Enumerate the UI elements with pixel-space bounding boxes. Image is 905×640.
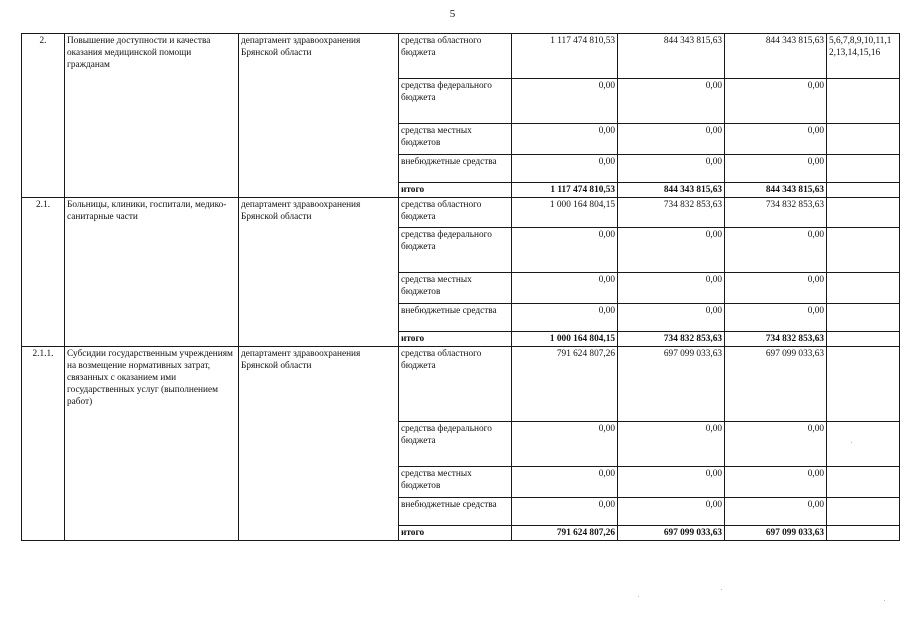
item-name: Больницы, клиники, госпитали, медико-санитарные части	[65, 198, 239, 347]
amount-col-2: 734 832 853,63	[618, 332, 725, 347]
funding-source: средства областного бюджета	[399, 198, 512, 228]
funding-source: итого	[399, 526, 512, 541]
amount-col-3: 0,00	[725, 422, 827, 467]
amount-col-3: 0,00	[725, 304, 827, 332]
indicator-refs	[827, 273, 900, 304]
amount-col-3: 844 343 815,63	[725, 34, 827, 79]
funding-source: средства федерального бюджета	[399, 228, 512, 273]
amount-col-1: 791 624 807,26	[512, 347, 618, 422]
indicator-refs	[827, 124, 900, 155]
amount-col-2: 0,00	[618, 467, 725, 498]
amount-col-2: 0,00	[618, 273, 725, 304]
funding-source: внебюджетные средства	[399, 155, 512, 183]
item-name: Повышение доступности и качества оказания медицинской помощи гражданам	[65, 34, 239, 198]
funding-source: итого	[399, 332, 512, 347]
indicator-refs	[827, 183, 900, 198]
funding-row	[22, 34, 900, 79]
amount-col-1: 0,00	[512, 79, 618, 124]
amount-col-2: 0,00	[618, 304, 725, 332]
amount-col-3: 0,00	[725, 79, 827, 124]
amount-col-3: 0,00	[725, 124, 827, 155]
amount-col-2: 0,00	[618, 498, 725, 526]
amount-col-2: 0,00	[618, 124, 725, 155]
amount-col-2: 697 099 033,63	[618, 526, 725, 541]
amount-col-1: 1 000 164 804,15	[512, 198, 618, 228]
amount-col-1: 0,00	[512, 467, 618, 498]
page-number: 5	[449, 8, 456, 20]
funding-source: средства федерального бюджета	[399, 422, 512, 467]
funding-row	[22, 198, 900, 228]
amount-col-3: 734 832 853,63	[725, 332, 827, 347]
amount-col-3: 0,00	[725, 467, 827, 498]
amount-col-3: 0,00	[725, 155, 827, 183]
item-executor: департамент здравоохранения Брянской области	[239, 198, 399, 347]
amount-col-2: 0,00	[618, 422, 725, 467]
indicator-refs	[827, 347, 900, 422]
amount-col-1: 0,00	[512, 124, 618, 155]
indicator-refs	[827, 79, 900, 124]
indicator-refs	[827, 332, 900, 347]
amount-col-3: 697 099 033,63	[725, 347, 827, 422]
scan-speck	[851, 442, 852, 443]
budget-table	[21, 33, 900, 541]
amount-col-3: 697 099 033,63	[725, 526, 827, 541]
funding-source: внебюджетные средства	[399, 304, 512, 332]
funding-source: средства федерального бюджета	[399, 79, 512, 124]
amount-col-2: 0,00	[618, 79, 725, 124]
item-name: Субсидии государственным учреждениям на возмещение нормативных затрат, связанных с оказанием ими государственных услуг (выполнением работ)	[65, 347, 239, 541]
scan-speck	[721, 589, 722, 590]
indicator-refs	[827, 304, 900, 332]
amount-col-1: 1 117 474 810,53	[512, 34, 618, 79]
funding-source: средства местных бюджетов	[399, 467, 512, 498]
item-executor: департамент здравоохранения Брянской области	[239, 347, 399, 541]
funding-source: средства местных бюджетов	[399, 124, 512, 155]
amount-col-1: 0,00	[512, 228, 618, 273]
amount-col-1: 0,00	[512, 498, 618, 526]
funding-source: средства областного бюджета	[399, 347, 512, 422]
indicator-refs: 5,6,7,8,9,10,11,12,13,14,15,16	[827, 34, 900, 79]
amount-col-2: 0,00	[618, 228, 725, 273]
item-number: 2.1.	[22, 198, 65, 347]
indicator-refs	[827, 526, 900, 541]
funding-source: внебюджетные средства	[399, 498, 512, 526]
amount-col-2: 697 099 033,63	[618, 347, 725, 422]
amount-col-1: 1 117 474 810,53	[512, 183, 618, 198]
amount-col-1: 0,00	[512, 304, 618, 332]
amount-col-1: 0,00	[512, 155, 618, 183]
amount-col-3: 0,00	[725, 228, 827, 273]
amount-col-3: 0,00	[725, 498, 827, 526]
indicator-refs	[827, 155, 900, 183]
amount-col-2: 844 343 815,63	[618, 183, 725, 198]
scan-speck	[638, 596, 639, 597]
amount-col-1: 0,00	[512, 273, 618, 304]
indicator-refs	[827, 228, 900, 273]
amount-col-1: 1 000 164 804,15	[512, 332, 618, 347]
indicator-refs	[827, 422, 900, 467]
indicator-refs	[827, 198, 900, 228]
amount-col-2: 734 832 853,63	[618, 198, 725, 228]
amount-col-2: 0,00	[618, 155, 725, 183]
funding-source: средства областного бюджета	[399, 34, 512, 79]
amount-col-1: 791 624 807,26	[512, 526, 618, 541]
indicator-refs	[827, 467, 900, 498]
amount-col-2: 844 343 815,63	[618, 34, 725, 79]
item-number: 2.	[22, 34, 65, 198]
amount-col-3: 0,00	[725, 273, 827, 304]
item-number: 2.1.1.	[22, 347, 65, 541]
scan-speck	[884, 600, 885, 601]
item-executor: департамент здравоохранения Брянской области	[239, 34, 399, 198]
funding-row	[22, 347, 900, 422]
amount-col-1: 0,00	[512, 422, 618, 467]
indicator-refs	[827, 498, 900, 526]
amount-col-3: 734 832 853,63	[725, 198, 827, 228]
funding-source: средства местных бюджетов	[399, 273, 512, 304]
amount-col-3: 844 343 815,63	[725, 183, 827, 198]
funding-source: итого	[399, 183, 512, 198]
